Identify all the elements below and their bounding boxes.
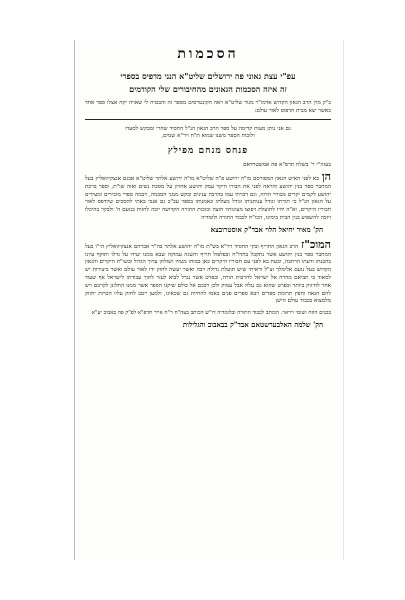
approbation-paragraph-2 — [85, 237, 331, 306]
subtitle-line-1: עפ"י עצת גאוני פה ירושלים שליט"א הנני מדפיס בספרי — [120, 71, 296, 81]
paragraph-1-text: בא לפני האיש הגאון המפורסם מו"ה ירושע פ"ה שליט"א מו"ה ירושע אלתר שליט"א אבגם אנצקיוואליץ בעל המחבר ספר בנין יהושע והראה לפני את חבורו היקר עמק יהושע אחרון על מסכת נשים ואזה שו"ת, וספר ברכת יהושע לקמים יקרים מבורר הדוה, וגם דברתי עמו בהרבה ענינים ובקש ממני הסכמה, ויבמה ספרי מזכירים ומעידים על הגאון הנ"ל כי תורתו וגודל ענותנותו וגודל מעלתו ונאמנותו בספר עכ"כ גם אנכי באתי להסכים שיודפס לאור חבוריו היקרים, וא"ה יהיו לתועלת ויפוצו מעינותיו חוצה ובזכות התורה הקדושה יזכה לחזות בנועם ה' ולבקר בהיכלו ויזכה להשפיע בנין הבית בימינו, הכו"ח לכבוד התורה ולומדיה — [85, 175, 331, 221]
document-page — [74, 40, 344, 560]
subtitle-line-2: זה איזה הסכמות הגאונים מהחיבורים שלי הקודמים — [129, 84, 287, 94]
intro-paragraph: כ"ק מרן הרב הגאון הקדוש אדמו"ר מגור שליט"א ראה הקונטרסים מספר זה והבטיח לי שאויה יקח אצלו ספר אחד כאשר יצא מבית הדפוס לאור עולם: — [85, 100, 331, 114]
signature-2 — [85, 320, 331, 330]
page-title: הסכמות — [177, 46, 239, 62]
signature-1 — [85, 225, 331, 235]
paragraph-1-lead: הן — [321, 169, 331, 183]
place-date-text: בעזה"י ר' בשלח תרפ"א פה אמשטרדאם — [243, 162, 331, 169]
place-date-line — [85, 162, 331, 170]
divider — [85, 119, 331, 120]
paragraph-2-lead: המוכ"ז — [301, 237, 331, 251]
request-line-2: ולזכות הספר משנו שמוא ת"ח ויר"א שמים, — [161, 133, 255, 140]
signature-1-text: הק' מאיר יחיאל הלוי אבד"ק אוסטרובצא — [210, 224, 323, 234]
signature-2-text: הק' שלמה האלבערשטאם אבד"ק בבאבוב והגלילות — [182, 319, 323, 329]
paragraph-2-text: הרב הגאון החריף ובקי החסיד ויר"א בש"ת מו"ה יהושע אלתר בה"ר אברהם אנצקיוואליץ הי"ו בעל המחבר ספר בנין יהושע אשר נתקבל בחדו"ח ובפלפול חריף והשגה עמוקה שבא ממנו יעידו על גדלו ותוקף עיונו בהבנתו ודעתו הרחבה, וכעת בא לפני עם חבוריו היקרים כאן במוהו מגמיו ושולחן ערוך הגדול ובשו"ת היקרים והגאון הקדוש בעל נועם אלימלך זצ"ל וראיתי שיש תועלת גדולה ויבה ואשר יעשה לחזק ידו לאור עולם ואשר ביצירות יש למאוד כי תביאם מהרה אל ישראל להרבות תורה, ובפרט אשר נגרל לבוא לעזר לתוך עבודתו לישראל אף שעוד אחר לחיזוק ביותר ובפרט שהוא גם נגלה אבל עמוק ולכן רבכם אל כולם שיקנו הספר אשר ממנו התלונן לקרבם ויש להם הנאה וחפץ תרומת ספרים ויבא ספרים פנים כאמו להחיות גם שכאינו, ולמען ייטב לחזק עליו הכרות יחזוק מלמצוא בכבוד עולם הישן — [85, 243, 331, 305]
approbation-paragraph-1 — [85, 169, 331, 223]
signer-name-1: פנחס מנחם מפילץ — [167, 146, 249, 157]
request-line-1: גם אני נותן מעות קדימה על ספר הרב הגאון הנ"ל החסיד שהרי ומבקש לסעדו — [125, 125, 291, 132]
closing-text: בכנים הוזח ושומי ויראוי. הכותב לכבוד התורה ובלומדיה דו"ש הכותב בעה"ח ר"ח אייר תרפ"א לפ"ק פה באבוב יע"א — [91, 310, 331, 317]
